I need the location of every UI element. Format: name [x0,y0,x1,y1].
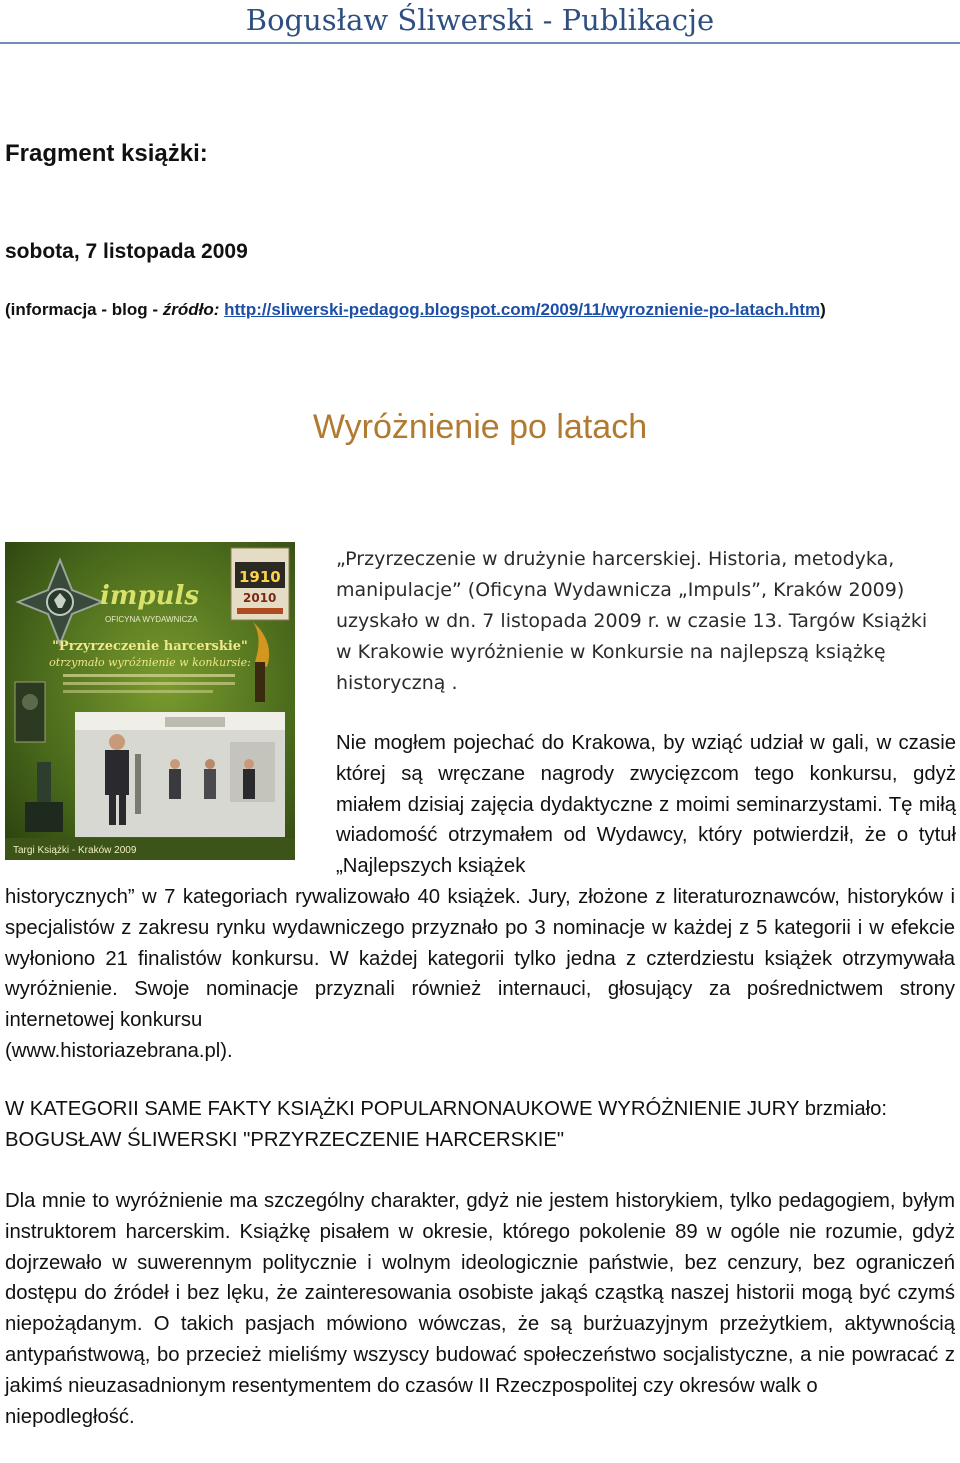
source-label: źródło: [162,300,220,319]
paragraph-gala-lead: Nie mogłem pojechać do Krakowa, by wziąć udział w gali, w czasie której są wręczane nagrody zwycięzcom tego konkursu, gdyż miałem dzisiaj zajęcia dydaktyczne z moimi seminarzystami. Tę miłą wiadomość otrzymałem od Wydawcy, który potwierdził, że o tytuł „Najlepszych książek [336,732,956,878]
post-date: sobota, 7 listopada 2009 [5,240,248,263]
award-photo-graphic [5,542,295,860]
paragraph-gala-rest: historycznych” w 7 kategoriach rywalizowało 40 książek. Jury, złożone z literaturoznawców, historyków i specjalistów z zakresu rynku wydawniczego przyznało po 3 nominacje w każdej z 5 kategorii i w efekcie wyłoniono 21 finalistów konkursu. W każdej kategorii tylko jedna z czterdziestu książek otrzymywała wyróżnienie. Swoje nominacje przyznali również internauci, głosujący za pośrednictwem strony internetowej konkursu [5,886,955,1032]
paragraph-gala-end: (www.historiazebrana.pl). [5,1039,233,1062]
site-title: Bogusław Śliwerski - Publikacje [245,3,715,37]
source-line [5,300,826,320]
publisher-logo: impuls [100,581,199,611]
post-title: Wyróżnienie po latach [312,408,648,446]
award-photo [5,542,295,860]
publisher-subtitle: OFICYNA WYDAWNICZA [105,615,198,624]
photo-caption: Targi Książki - Kraków 2009 [13,845,137,856]
paragraph-meaning [5,1186,955,1432]
fragment-heading: Fragment książki: [5,140,208,167]
ceremony-photo [75,712,285,837]
photo-headline-1: "Przyrzeczenie harcerskie" [52,639,248,654]
jury-statement: W KATEGORII SAME FAKTY KSIĄŻKI POPULARNONAUKOWE WYRÓŻNIENIE JURY brzmiało: BOGUSŁAW ŚLIWERSKI "PRZYRZECZENIE HARCERSKIE" [5,1098,888,1151]
source-link[interactable]: http://sliwerski-pedagog.blogspot.com/2009/11/wyroznienie-po-latach.htm [224,300,821,319]
paragraph-meaning-body: Dla mnie to wyróżnienie ma szczególny charakter, gdyż nie jestem historykiem, tylko pedagogiem, byłym instruktorem harcerskim. Książkę pisałem w okresie, którego pokolenie 89 w ogóle nie rozumie, gdyż dojrzewało w suwerennym politycznie i wolnym ideologicznie państwie, bez cenzury, bez ograniczeń dostępu do źródeł i bez lęku, że zainteresowania osobiste jakąś cząstką naszej historii mogą być czymś niepożądanym. O takich pasjach mówiono wówczas, że są burżuazyjnym przeżytkiem, aktywnością antypaństwową, bo przecież mieliśmy wszyscy budować społeczeństwo socjalistyczne, a nie powracać z jakimś nieuzasadnionym resentymentem do czasów II Rzeczpospolitej czy okresów walk o [5,1190,955,1397]
paragraph-meaning-end: niepodległość. [5,1405,135,1428]
source-prefix: (informacja - blog - [5,300,163,319]
paragraph-gala-continuation [5,882,955,1067]
badge-year: 1910 [239,568,281,586]
anniversary-badge [231,548,289,620]
badge-year-second: 2010 [243,591,277,605]
page-header [0,0,960,44]
photo-headline-2: otrzymało wyróżnienie w konkursie: [49,656,251,669]
intro-paragraph: „Przyrzeczenie w drużynie harcerskiej. Historia, metodyka, manipulacje” (Oficyna Wydawnicza „Impuls”, Kraków 2009) uzyskało w dn. 7 listopada 2009 r. w czasie 13. Targów Książki w Krakowie wyróżnienie w Konkursie na najlepszą książkę historyczną . [336,548,928,694]
source-suffix: ) [820,300,826,319]
